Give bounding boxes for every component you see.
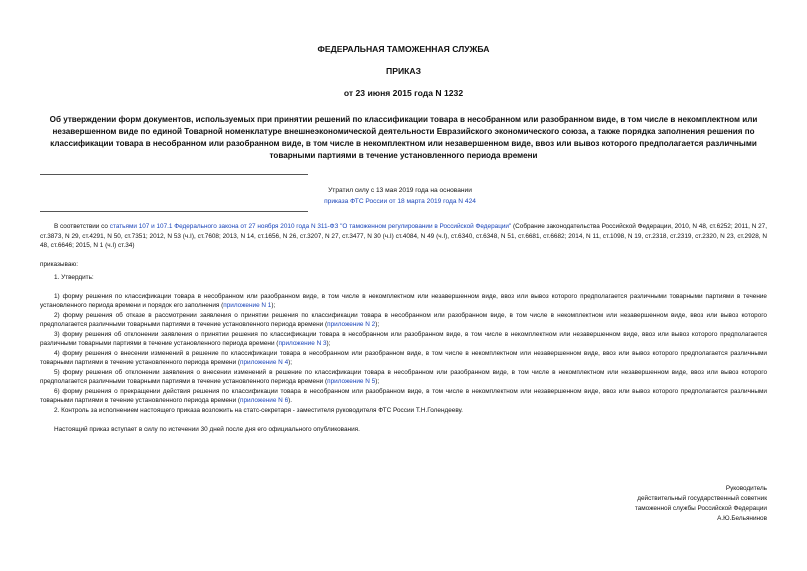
form-item-2: 2) форму решения об отказе в рассмотрении заявления о принятии решения по классификации товара в несобранном или разобранном виде, в том числе в некомплектном или незавершенном виде, ввоз или вывоз которого предполагается различными товарными партиями в течение установленного периода времени (приложение N 2); [40, 311, 767, 328]
preamble-prefix: В соответствии со [54, 223, 110, 230]
form-item-4: 4) форму решения о внесении изменений в решение по классификации товара в несобранном или разобранном виде, в том числе в некомплектном или незавершенном виде, ввоз или вывоз которого предполагается различными товарными партиями в течение установленного периода времени (приложение N 4); [40, 349, 767, 366]
item-1: 1. Утвердить: [54, 274, 94, 281]
lost-force-note [250, 185, 550, 207]
signer-agency: таможенной службы Российской Федерации [634, 505, 767, 512]
preamble-suffix: (Собрание законодательства Российской Федерации, 2010, N 48, ст.6252; 2011, N 27, ст.3873, N 29, ст.4291, N 50, ст.7351; 2012, N 53 (ч.I), ст.7608; 2013, N 14, ст.1656, N 26, ст.3207, N 27, ст.3477, N 30 (ч.I) ст.4084, N 49 (ч.I), ст.6340, ст.6348, N 51, ст.6681, ст.6682; 2014, N 11, ст.1098, N 19, ст.2318, ст.2319, ст.2320, N 23, ст.2928, N 48, ст.6646; 2015, N 1 (ч.I) ст.34) [40, 223, 767, 249]
appendix-4-link[interactable]: приложение N 4 [240, 359, 289, 366]
signer-position: Руководитель [725, 485, 767, 492]
form-item-5: 5) форму решения об отклонении заявления о внесении изменений в решение по классификации товара в несобранном или разобранном виде, в том числе в некомплектном или незавершенном виде, ввоз или вывоз которого предполагается различными товарными партиями в течение установленного периода времени (приложение N 5); [40, 368, 767, 385]
item-2: 2. Контроль за исполнением настоящего приказа возложить на статс-секретаря - заместителя руководителя ФТС России Т.Н.Голендееву. [54, 406, 463, 414]
appendix-5-link[interactable]: приложение N 5 [327, 378, 376, 385]
preamble-paragraph [40, 222, 767, 251]
appendix-6-link[interactable]: приложение N 6 [240, 397, 289, 404]
document-type: ПРИКАЗ [386, 66, 421, 76]
divider-bottom [40, 211, 308, 212]
lost-force-link[interactable]: приказа ФТС России от 18 марта 2019 года N 424 [324, 198, 476, 205]
agency-name: ФЕДЕРАЛЬНАЯ ТАМОЖЕННАЯ СЛУЖБА [317, 44, 490, 54]
divider-top [40, 174, 308, 175]
appendix-1-link[interactable]: приложение N 1 [223, 302, 272, 309]
order-word: приказываю: [40, 260, 78, 268]
law-articles-link[interactable]: статьями 107 и 107.1 Федерального закона от 27 ноября 2010 года N 311-ФЗ "О таможенном регулировании в Российской Федерации" [109, 223, 512, 230]
document-title: Об утверждении форм документов, используемых при принятии решений по классификации товара в несобранном или разобранном виде, в том числе в некомплектном или незавершенном виде по единой Товарной номенклатуре внешнеэкономической деятельности Евразийского экономического союза, а также порядка заполнения решения по классификации товара в несобранном или разобранном виде, в том числе в некомплектном или незавершенном виде, ввоз или вывоз которого предполагается различными товарными партиями в течение установленного периода времени [49, 115, 758, 160]
document-date-number: от 23 июня 2015 года N 1232 [343, 88, 464, 98]
document-body [40, 222, 767, 435]
signer-name: А.Ю.Бельянинов [717, 515, 767, 522]
form-item-1: 1) форму решения по классификации товара в несобранном или разобранном виде, в том числе в некомплектном или незавершенном виде, ввоз или вывоз которого предполагается различными товарными партиями в течение установленного периода времени и порядок его заполнения (приложение N 1); [40, 292, 767, 309]
form-item-3: 3) форму решения об отклонении заявления о принятии решения по классификации товара в несобранном или разобранном виде, в том числе в некомплектном или незавершенном виде, ввоз или вывоз которого предполагается различными товарными партиями в течение установленного периода времени (приложение N 3); [40, 330, 767, 347]
signer-rank: действительный государственный советник [637, 495, 767, 502]
effective-date-paragraph: Настоящий приказ вступает в силу по истечении 30 дней после дня его официального опубликования. [54, 426, 360, 433]
appendix-3-link[interactable]: приложение N 3 [278, 340, 327, 347]
appendix-2-link[interactable]: приложение N 2 [327, 321, 376, 328]
lost-force-text: Утратил силу с 13 мая 2019 года на основании [328, 187, 472, 194]
form-item-6: 6) форму решения о прекращении действия решения по классификации товара в несобранном или разобранном виде, в том числе в некомплектном или незавершенном виде, ввоз или вывоз которого предполагается различными товарными партиями в течение установленного периода времени (приложение N 6). [40, 387, 767, 404]
signature-block [635, 484, 767, 524]
